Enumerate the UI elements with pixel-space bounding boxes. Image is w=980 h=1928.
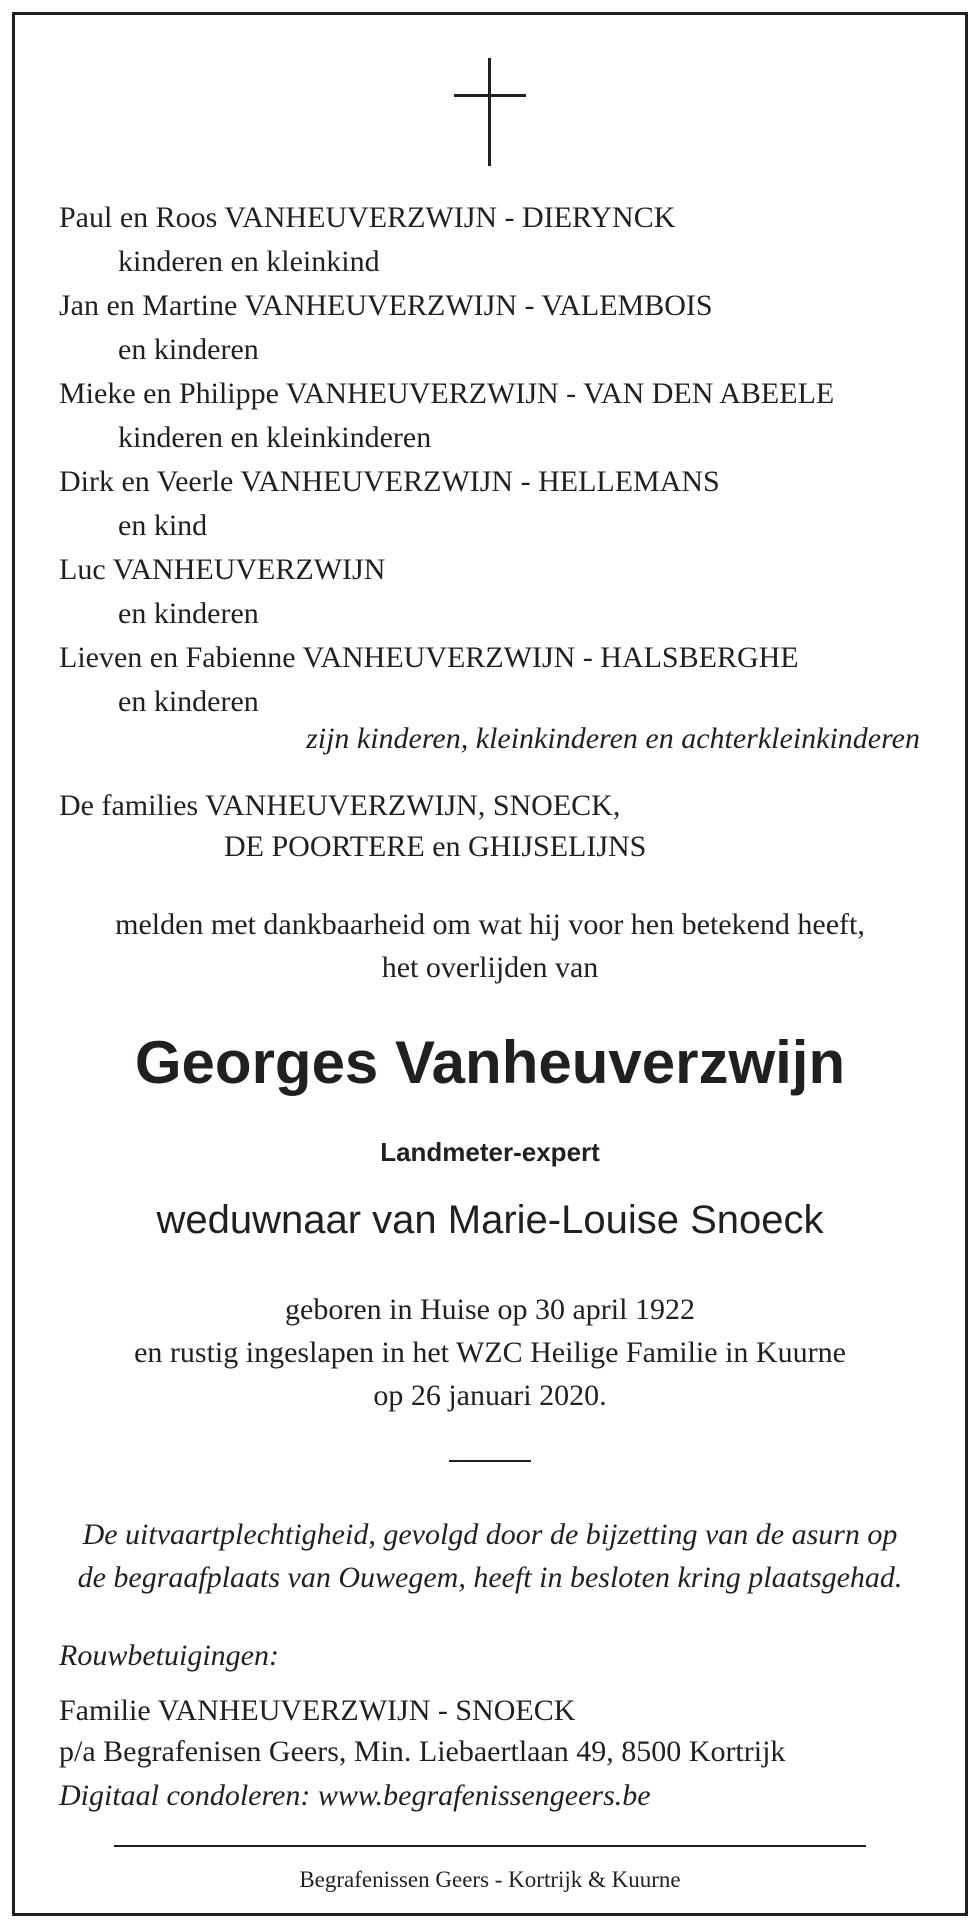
ceremony-line-1: De uitvaartplechtigheid, gevolgd door de bijzetting van de asurn op (82, 1518, 898, 1551)
condolences-online: Digitaal condoleren: www.begrafenissengeers.be (59, 1779, 651, 1812)
condolences-heading: Rouwbetuigingen: (59, 1639, 279, 1672)
separator-short (449, 1460, 531, 1462)
family-main-5: Lieven en Fabienne VANHEUVERZWIJN - HALSBERGHE (59, 641, 799, 674)
family-sub-3: en kind (118, 509, 208, 542)
deceased-name: Georges Vanheuverzwijn (134, 1029, 846, 1096)
family-main-4: Luc VANHEUVERZWIJN (59, 553, 386, 586)
profession: Landmeter-expert (380, 1137, 600, 1167)
family-main-1: Jan en Martine VANHEUVERZWIJN - VALEMBOIS (59, 289, 713, 322)
families-line-2: DE POORTERE en GHIJSELIJNS (224, 830, 647, 863)
family-main-0: Paul en Roos VANHEUVERZWIJN - DIERYNCK (59, 201, 676, 234)
ceremony-line-2: de begraafplaats van Ouwegem, heeft in besloten kring plaatsgehad. (77, 1561, 903, 1594)
family-main-2: Mieke en Philippe VANHEUVERZWIJN - VAN DEN ABEELE (59, 377, 835, 410)
family-main-3: Dirk en Veerle VANHEUVERZWIJN - HELLEMANS (59, 465, 720, 498)
family-sub-1: en kinderen (118, 333, 259, 366)
family-sub-5: en kinderen (118, 685, 259, 718)
condolences-family: Familie VANHEUVERZWIJN - SNOECK (59, 1694, 576, 1727)
family-sub-2: kinderen en kleinkinderen (118, 421, 432, 454)
died-line-2: op 26 januari 2020. (373, 1379, 607, 1412)
announce-line-1: melden met dankbaarheid om wat hij voor hen betekend heeft, (115, 908, 865, 941)
family-sub-4: en kinderen (118, 597, 259, 630)
condolences-address: p/a Begrafenisen Geers, Min. Liebaertlaan 49, 8500 Kortrijk (59, 1735, 786, 1768)
footer-rule (114, 1845, 866, 1847)
family-list (59, 203, 834, 731)
children-summary: zijn kinderen, kleinkinderen en achterkleinkinderen (306, 722, 920, 755)
announce-line-2: het overlijden van (381, 951, 599, 984)
family-sub-0: kinderen en kleinkind (118, 245, 380, 278)
widower-of: weduwnaar van Marie-Louise Snoeck (156, 1198, 824, 1242)
families-line-1: De families VANHEUVERZWIJN, SNOECK, (59, 789, 621, 822)
footer-text: Begrafenissen Geers - Kortrijk & Kuurne (299, 1867, 681, 1892)
died-line-1: en rustig ingeslapen in het WZC Heilige Familie in Kuurne (134, 1336, 846, 1369)
born-date: geboren in Huise op 30 april 1922 (285, 1293, 695, 1326)
